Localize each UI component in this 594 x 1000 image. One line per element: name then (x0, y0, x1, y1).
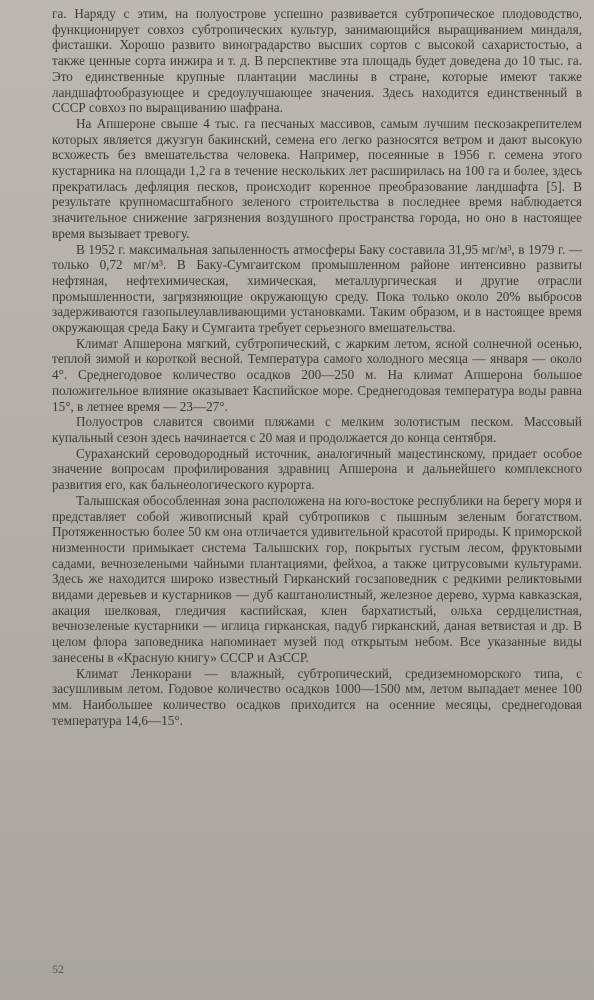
paragraph-sand-massifs: На Апшероне свыше 4 тыс. га песчаных массивов, самым лучшим пескозакрепителем которых является джузгун бакинский, семена его легко разносятся ветром и дают высокую всхожесть без вмешательства человека. Например, посеянные в 1956 г. семена этого кустарника на площади 1,2 га в течение нескольких лет расширилась на 100 га и более, здесь прекратилась дефляция песков, происходит коренное преобразование ландшафта [5]. В результате крупномасштабного зеленого строительства в последнее время наблюдается значительное снижение загрязнения воздушного пространства города, но оно в настоящее время вызывает тревогу. (52, 115, 582, 241)
paragraph-beaches: Полуостров славится своими пляжами с мелким золотистым песком. Массовый купальный сезон здесь начинается с 20 мая и продолжается до конца сентября. (52, 414, 582, 445)
body-text (52, 6, 582, 728)
page-number: 52 (52, 962, 64, 976)
paragraph-lankaran-climate: Климат Ленкорани — влажный, субтропический, средиземноморского типа, с засушливым летом. Годовое количество осадков 1000—1500 мм, летом выпадает менее 100 мм. Наибольшее количество осадков приходится на осенние месяцы, среднегодовая температура 14,6—15°. (52, 665, 582, 728)
paragraph-subtropical-horticulture: га. Наряду с этим, на полуострове успешно развивается субтропическое плодоводство, функционирует совхоз субтропических культур, занимающийся выращиванием миндаля, фисташки. Хорошо развито виноградарство высших сортов с высокой сахаристостью, а также ценные сорта инжира и т. д. В перспективе эта площадь будет доведена до 10 тыс. га. Это единственные крупные плантации маслины в стране, которые имеют также ландшафтообразующее и средоулучшающее значения. Здесь находится единственный в СССР совхоз по выращиванию шафрана. (52, 6, 582, 116)
paragraph-surakhany-spring: Сураханский сероводородный источник, аналогичный мацестинскому, придает особое значение вопросам профилирования здравниц Апшерона и дальнейшего комплексного развития его, как бальнеологического курорта. (52, 445, 582, 493)
paragraph-air-pollution: В 1952 г. максимальная запыленность атмосферы Баку составила 31,95 мг/м³, в 1979 г. — только 0,72 мг/м³. В Баку-Сумгаитском промышленном районе интенсивно развиты нефтяная, нефтехимическая, химическая, металлургическая и другие отрасли промышленности, загрязняющие окружающую среду. Пока только около 20% выбросов задерживаются газопылеулавливающими установками. Таким образом, и в настоящее время окружающая среда Баку и Сумгаита требует серьезного вмешательства. (52, 241, 582, 336)
paragraph-talysh-zone: Талышская обособленная зона расположена на юго-востоке республики на берегу моря и представляет собой живописный край субтропиков с пышным зеленым богатством. Протяженностью более 50 км она отличается удивительной красотой природы. К приморской низменности примыкает система Талышских гор, покрытых густым лесом, фруктовыми садами, вечнозелеными чайными плантациями, фейхоа, а также цитрусовыми культурами. Здесь же находится широко известный Гирканский госзаповедник с редкими реликтовыми видами деревьев и кустарников — дуб каштанолистный, железное дерево, хурма кавказская, акация шелковая, гледичия каспийская, клен бархатистый, ольха сердцелистная, вечнозеленые кустарники — иглица гирканская, падуб гирканский, даная ветвистая и др. В целом флора заповедника напоминает музей под открытым небом. Все указанные виды занесены в «Красную книгу» СССР и АзССР. (52, 492, 582, 665)
paragraph-absheron-climate: Климат Апшерона мягкий, субтропический, с жарким летом, ясной солнечной осенью, теплой зимой и короткой весной. Температура самого холодного месяца — января — около 4°. Среднегодовое количество осадков 200—250 м. На климат Апшерона большое положительное влияние оказывает Каспийское море. Среднегодовая температура воды равна 15°, в летнее время — 23—27°. (52, 335, 582, 414)
